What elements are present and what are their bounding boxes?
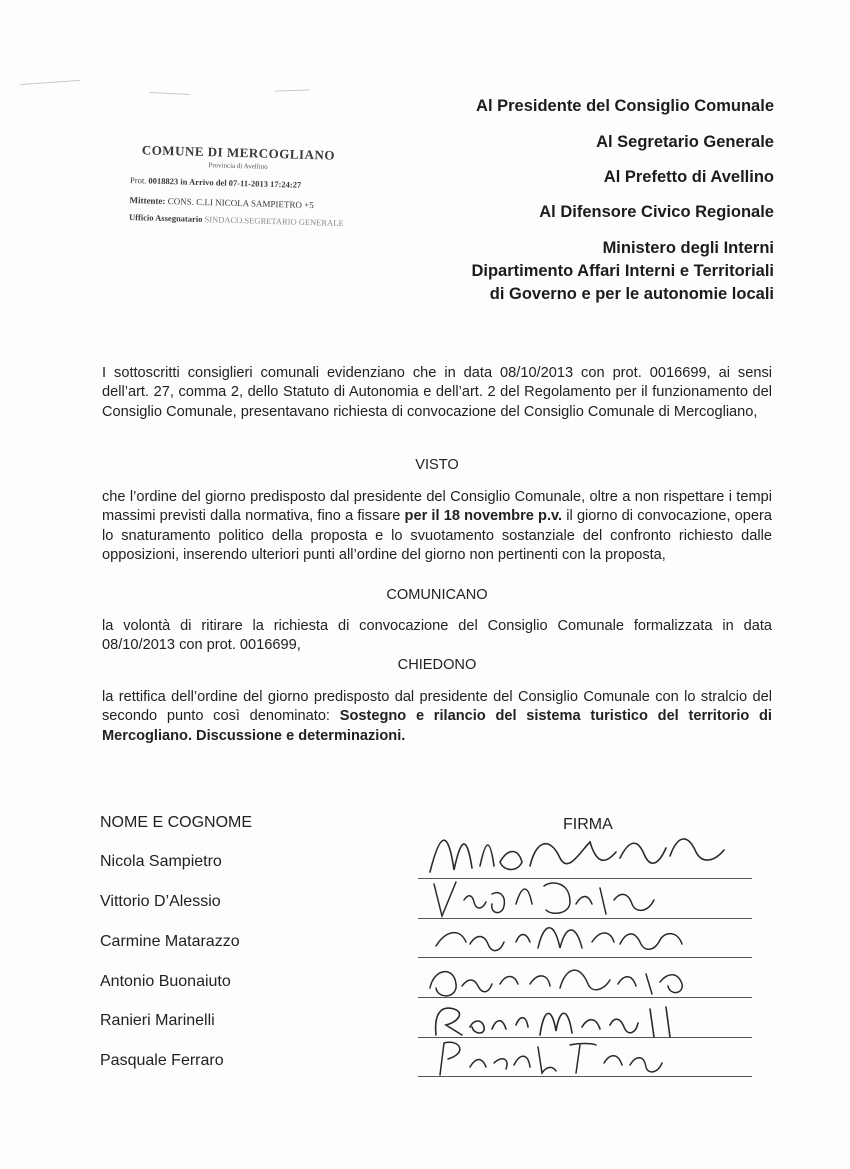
addressee-governo: di Governo e per le autonomie locali bbox=[489, 285, 774, 303]
chiedono-item-emphasis: Sostegno e rilancio del sistema turistico del territorio di Mercogliano. Discussione e determinazioni. bbox=[102, 708, 772, 744]
addressee-ministero: Ministero degli Interni bbox=[602, 239, 774, 257]
stamp-mittente: Mittente: CONS. C.LI NICOLA SAMPIETRO +5 bbox=[129, 194, 314, 211]
addressee-difensore: Al Difensore Civico Regionale bbox=[539, 203, 774, 221]
stamp-ufficio: Ufficio Assegnatario SINDACO.SEGRETARIO GENERALE bbox=[128, 211, 344, 228]
chiedono-heading: CHIEDONO bbox=[397, 657, 477, 673]
handwritten-signature bbox=[420, 822, 740, 882]
signature-column-header: FIRMA bbox=[563, 816, 613, 833]
signer-name: Carmine Matarazzo bbox=[100, 933, 240, 950]
stamp-province: Provincia di Avellino bbox=[208, 161, 268, 171]
comunicano-paragraph: la volontà di ritirare la richiesta di convocazione del Consiglio Comunale formalizzata in data 08/10/2013 con prot. 0016699, bbox=[102, 618, 772, 654]
stamp-title: COMUNE DI MERCOGLIANO bbox=[141, 142, 336, 163]
name-column-header: NOME E COGNOME bbox=[100, 814, 253, 831]
scan-mark bbox=[275, 89, 310, 91]
protocol-stamp bbox=[129, 142, 346, 228]
comunicano-heading: COMUNICANO bbox=[386, 587, 488, 603]
addressee-segretario: Al Segretario Generale bbox=[596, 133, 774, 151]
addressee-presidente: Al Presidente del Consiglio Comunale bbox=[476, 97, 774, 115]
addressee-prefetto: Al Prefetto di Avellino bbox=[603, 168, 774, 186]
signer-name: Pasquale Ferraro bbox=[100, 1052, 224, 1069]
signer-name: Nicola Sampietro bbox=[100, 853, 222, 870]
chiedono-paragraph: la rettifica dell’ordine del giorno predisposto dal presidente del Consiglio Comunale con lo stralcio del secondo punto così denominato: Sostegno e rilancio del sistema turistico del territorio di Mercogliano. Discussione e determinazioni. bbox=[102, 689, 772, 744]
handwritten-signature bbox=[420, 1033, 740, 1083]
addressee-dipartimento: Dipartimento Affari Interni e Territoriali bbox=[471, 262, 774, 280]
visto-heading: VISTO bbox=[415, 457, 459, 473]
scan-mark bbox=[150, 92, 190, 95]
visto-date-emphasis: per il 18 novembre p.v. bbox=[404, 508, 563, 525]
stamp-protocol: Prot. 0018823 in Arrivo del 07-11-2013 17:24:27 bbox=[129, 175, 302, 190]
signer-name: Vittorio D’Alessio bbox=[100, 893, 221, 910]
visto-paragraph: che l’ordine del giorno predisposto dal presidente del Consiglio Comunale, oltre a non rispettare i tempi massimi previsti dalla normativa, fino a fissare per il 18 novembre p.v. il giorno di convocazione, opera lo snaturamento politico della proposta e lo svuotamento sostanziale del confronto richiesto dalle opposizioni, inserendo ulteriori punti all’ordine del giorno non pertinenti con la proposta, bbox=[102, 489, 773, 564]
scan-mark bbox=[20, 80, 80, 85]
signer-name: Antonio Buonaiuto bbox=[100, 973, 231, 990]
signer-name: Ranieri Marinelli bbox=[100, 1012, 215, 1029]
intro-paragraph: I sottoscritti consiglieri comunali evidenziano che in data 08/10/2013 con prot. 0016699, ai sensi dell’art. 27, comma 2, dello Statuto di Autonomia e dell’art. 2 del Regolamento per il funzionamento del Consiglio Comunale, presentavano richiesta di convocazione del Consiglio Comunale di Mercogliano, bbox=[102, 365, 772, 420]
